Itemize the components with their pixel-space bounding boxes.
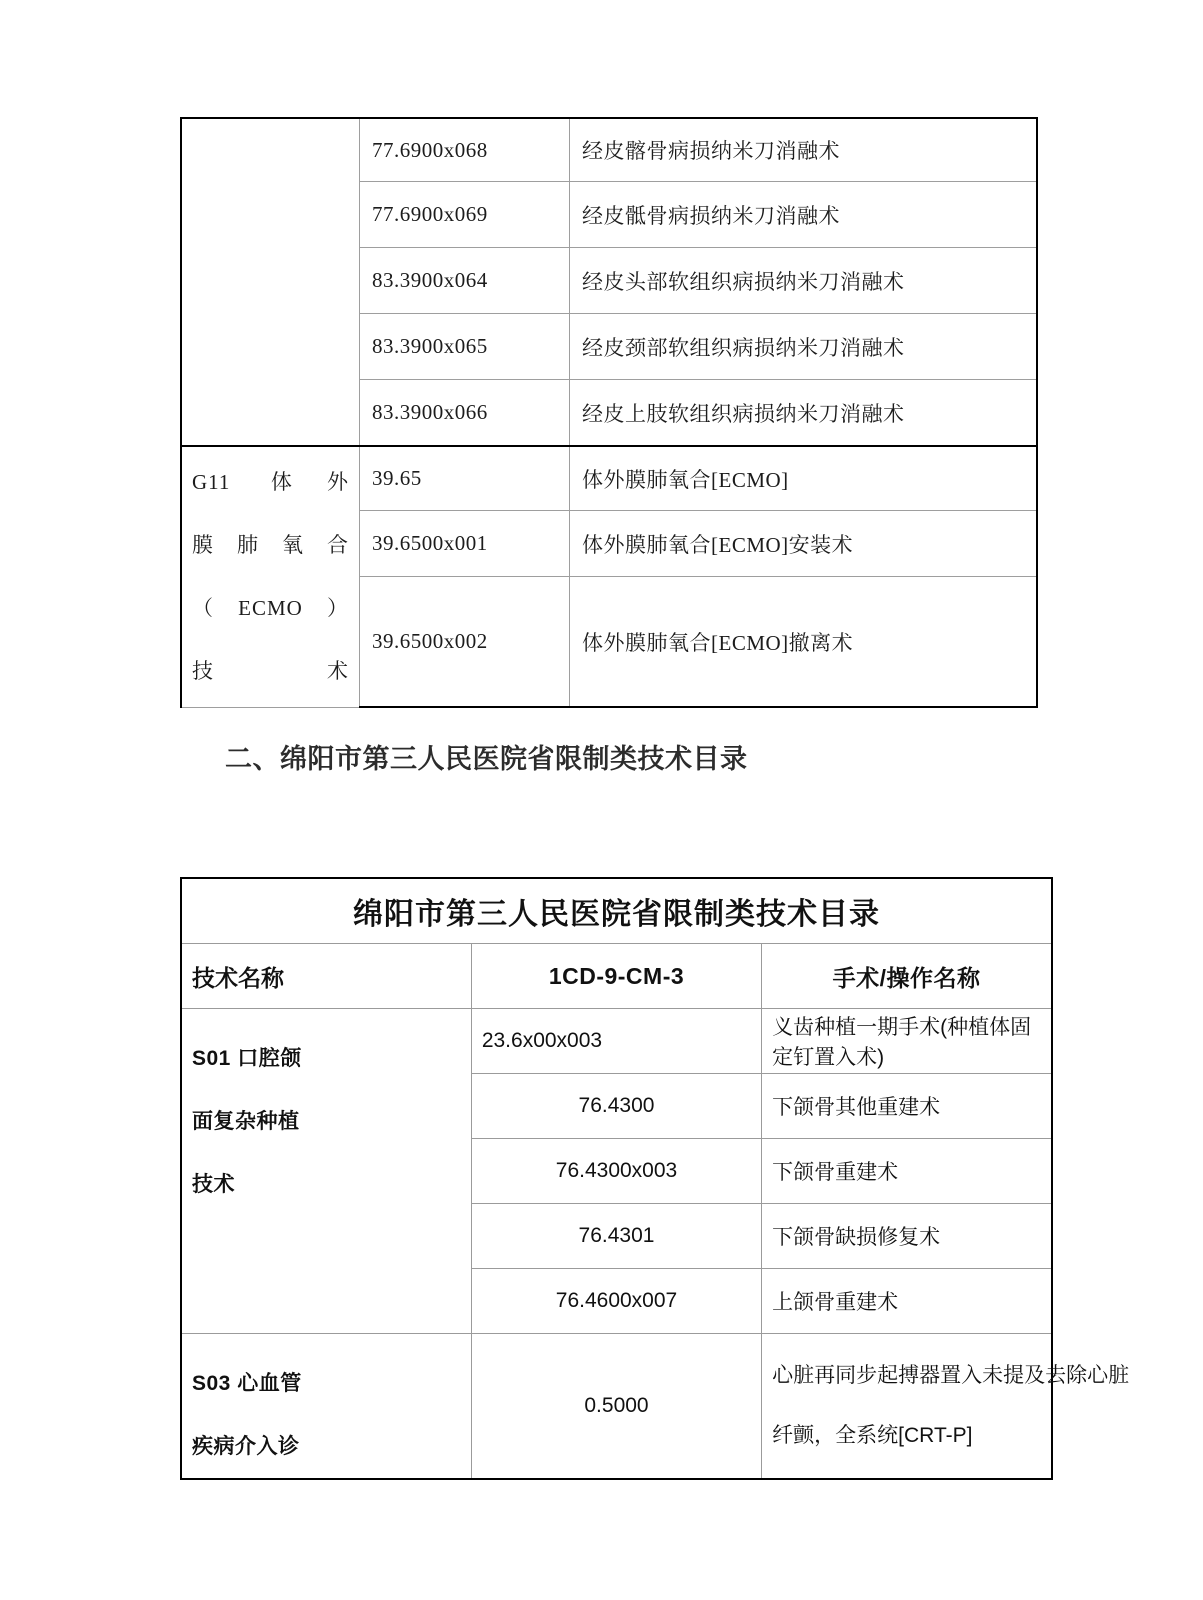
- icd-code-cell: 76.4600x007: [471, 1269, 761, 1334]
- operation-name-cell: 下颌骨重建术: [762, 1139, 1052, 1204]
- group-label-line: 面复杂种植: [192, 1110, 300, 1133]
- operation-name-cell: 体外膜肺氧合[ECMO]安装术: [570, 511, 1038, 577]
- group-label-ecmo: [188, 451, 353, 703]
- icd-code-cell: 83.3900x066: [360, 380, 570, 447]
- operation-name-cell: 下颌骨其他重建术: [762, 1074, 1052, 1139]
- table-row: [181, 1334, 1052, 1480]
- group-label-line: 技术: [192, 1173, 235, 1196]
- group-cell-s03: [181, 1334, 471, 1480]
- operation-name-line: 心脏再同步起搏器置入未提及去除心脏: [772, 1364, 1130, 1387]
- operation-name-cell: 经皮颈部软组织病损纳米刀消融术: [570, 314, 1038, 380]
- group-label-line: S01 口腔颌: [192, 1047, 302, 1070]
- group-label-line: 技术: [192, 658, 349, 683]
- restricted-technique-table-continued: [180, 117, 1038, 708]
- table-row: [181, 446, 1037, 511]
- province-restricted-technique-table: [180, 877, 1130, 1480]
- table-header-row: [181, 944, 1052, 1009]
- icd-code-cell: 83.3900x064: [360, 248, 570, 314]
- table-title-row: [181, 878, 1052, 944]
- operation-name-cell: 经皮髂骨病损纳米刀消融术: [570, 118, 1038, 182]
- group-cell-s01: [181, 1009, 471, 1334]
- operation-name-cell: 经皮上肢软组织病损纳米刀消融术: [570, 380, 1038, 447]
- icd-code-cell: 76.4300: [471, 1074, 761, 1139]
- operation-name-cell: [762, 1334, 1130, 1480]
- icd-code-cell: 39.65: [360, 446, 570, 511]
- icd-code-cell: 76.4300x003: [471, 1139, 761, 1204]
- column-header-technique: 技术名称: [181, 944, 471, 1009]
- operation-name-cell: 体外膜肺氧合[ECMO]撤离术: [570, 577, 1038, 708]
- icd-code-cell: 77.6900x068: [360, 118, 570, 182]
- operation-name-cell: 下颌骨缺损修复术: [762, 1204, 1052, 1269]
- section-heading: 二、绵阳市第三人民医院省限制类技术目录: [225, 744, 748, 774]
- operation-name-cell: 上颌骨重建术: [762, 1269, 1052, 1334]
- icd-code-cell: 76.4301: [471, 1204, 761, 1269]
- column-header-operation: 手术/操作名称: [762, 944, 1052, 1009]
- group-label-line: 膜肺氧合: [192, 532, 349, 557]
- table-row: [181, 118, 1037, 182]
- icd-code-cell: 39.6500x002: [360, 577, 570, 708]
- group-label-line: G11 体外: [192, 469, 349, 494]
- operation-name-cell: 经皮骶骨病损纳米刀消融术: [570, 182, 1038, 248]
- group-cell-ecmo: [181, 446, 360, 707]
- icd-code-cell: 39.6500x001: [360, 511, 570, 577]
- operation-name-cell: 义齿种植一期手术(种植体固定钉置入术): [762, 1009, 1052, 1074]
- operation-name-cell: 体外膜肺氧合[ECMO]: [570, 446, 1038, 511]
- group-label-line: 疾病介入诊: [192, 1435, 300, 1458]
- icd-code-cell: 0.5000: [471, 1334, 761, 1480]
- icd-code-cell: 77.6900x069: [360, 182, 570, 248]
- column-header-code: 1CD-9-CM-3: [471, 944, 761, 1009]
- group-cell-empty: [181, 118, 360, 446]
- operation-name-line: 纤颤，全系统[CRT-P]: [772, 1424, 973, 1447]
- icd-code-cell: 23.6x00x003: [471, 1009, 761, 1074]
- group-label-line: S03 心血管: [192, 1372, 302, 1395]
- operation-name-cell: 经皮头部软组织病损纳米刀消融术: [570, 248, 1038, 314]
- table-title: 绵阳市第三人民医院省限制类技术目录: [181, 878, 1052, 944]
- table-row: [181, 1009, 1052, 1074]
- icd-code-cell: 83.3900x065: [360, 314, 570, 380]
- group-label-line: （ECMO）: [192, 595, 349, 620]
